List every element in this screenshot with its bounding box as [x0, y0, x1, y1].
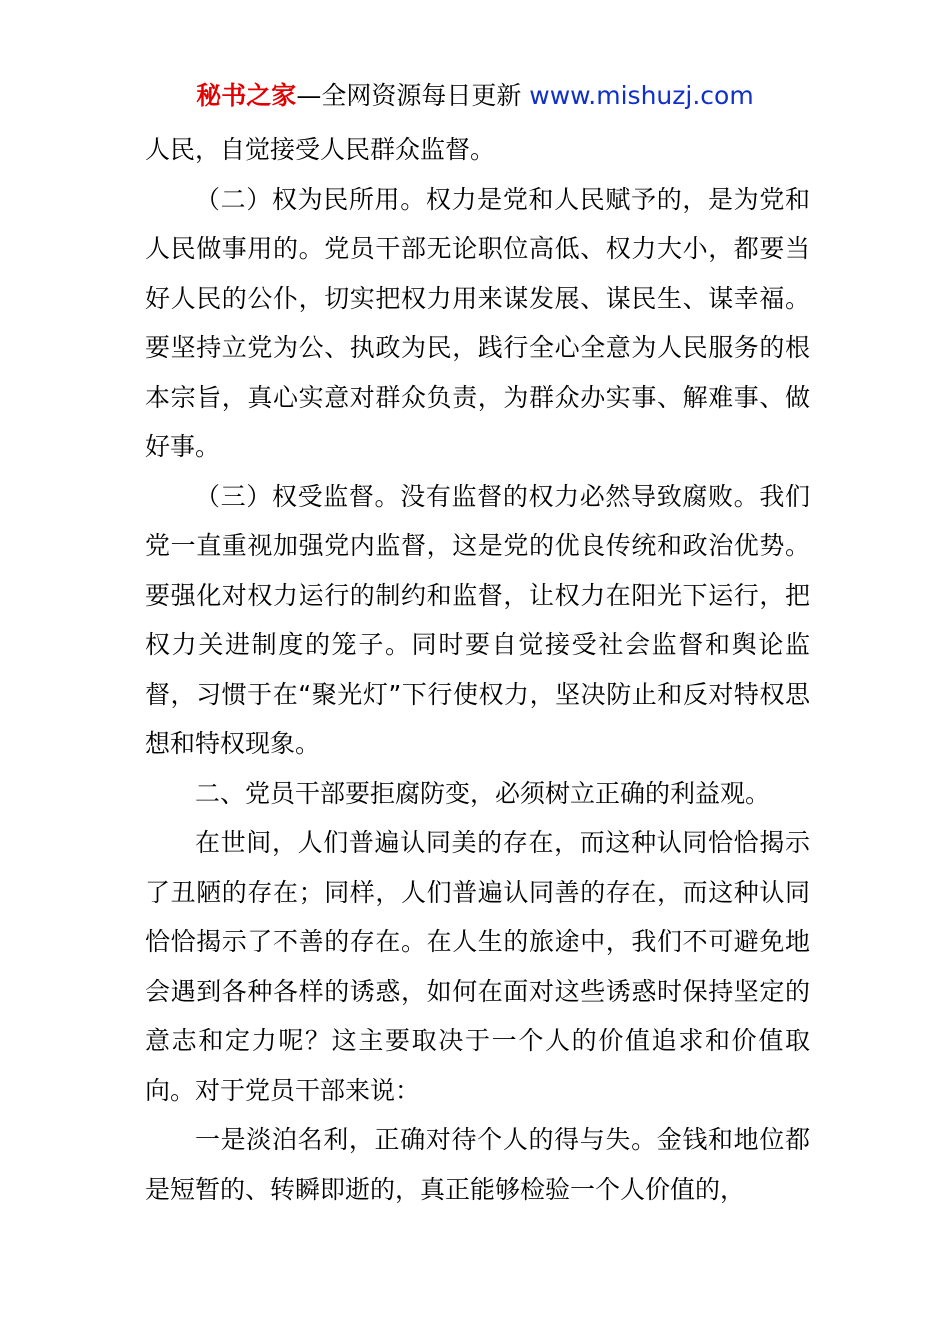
- paragraph-temptation: 在世间，人们普遍认同美的存在，而这种认同恰恰揭示了丑陋的存在；同样，人们普遍认同善的存在，而这种认同恰恰揭示了不善的存在。在人生的旅途中，我们不可避免地会遇到各种各样的诱惑，如何在面对这些诱惑时保持坚定的意志和定力呢？这主要取决于一个人的价值追求和价值取向。对于党员干部来说：: [145, 828, 810, 1105]
- section-heading-interests: 二、党员干部要拒腐防变，必须树立正确的利益观。: [195, 778, 771, 808]
- document-body: [145, 125, 810, 1214]
- site-url-link[interactable]: www.mishuzj.com: [529, 81, 754, 110]
- site-tagline: —全网资源每日更新: [296, 81, 530, 110]
- paragraph-continuation: 人民，自觉接受人民群众监督。: [145, 135, 496, 164]
- paragraph-power-supervised: （三）权受监督。没有监督的权力必然导致腐败。我们党一直重视加强党内监督，这是党的优良传统和政治优势。要强化对权力运行的制约和监督，让权力在阳光下运行，把权力关进制度的笼子。同时要自觉接受社会监督和舆论监督，习惯于在“聚光灯”下行使权力，坚决防止和反对特权思想和特权现象。: [145, 481, 810, 758]
- site-brand: 秘书之家: [196, 81, 297, 110]
- paragraph-power-for-people: （二）权为民所用。权力是党和人民赋予的，是为党和人民做事用的。党员干部无论职位高低、权力大小，都要当好人民的公仆，切实把权力用来谋发展、谋民生、谋幸福。要坚持立党为公、执政为民，践行全心全意为人民服务的根本宗旨，真心实意对群众负责，为群众办实事、解难事、做好事。: [145, 184, 810, 461]
- site-header: [0, 80, 950, 112]
- paragraph-fame-and-gain: 一是淡泊名利，正确对待个人的得与失。金钱和地位都是短暂的、转瞬即逝的，真正能够检验一个人价值的，: [145, 1125, 810, 1204]
